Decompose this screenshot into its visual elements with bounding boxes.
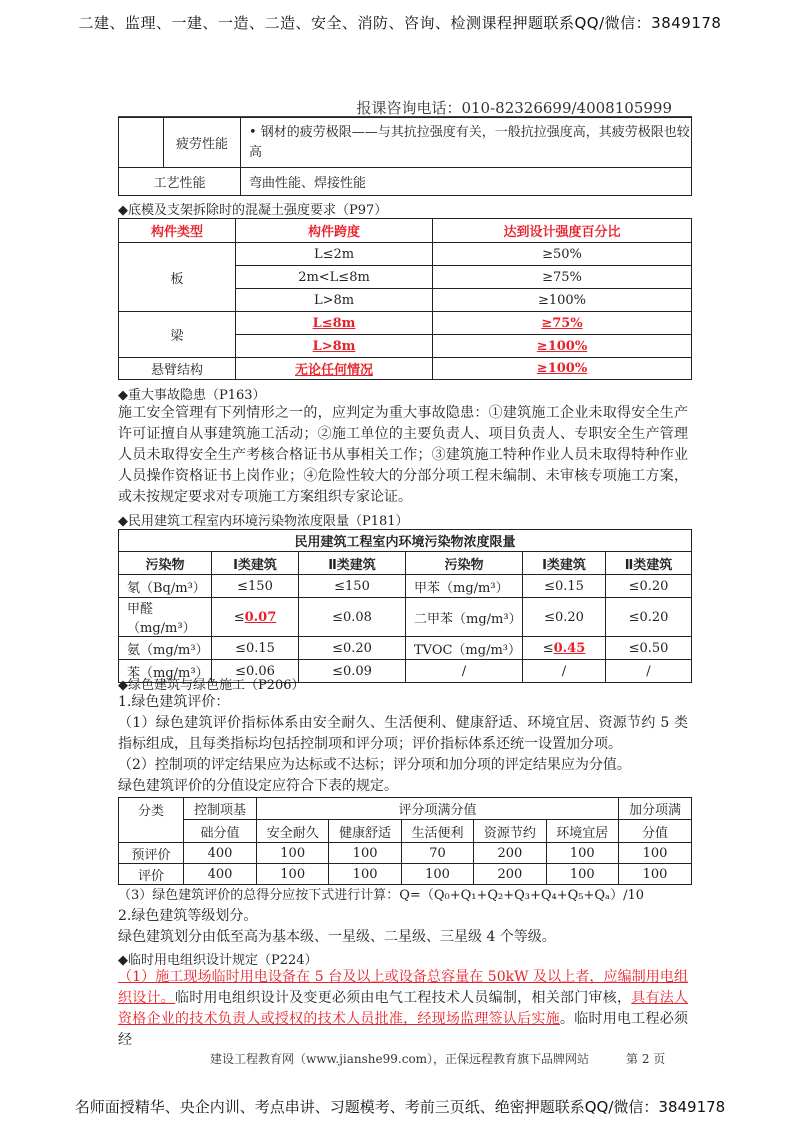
footer-text: 建设工程教育网（www.jianshe99.com），正保远程教育旗下品牌网站 — [210, 1052, 590, 1066]
formwork-pct: ≥50% — [433, 243, 692, 266]
hazard-paragraph: 施工安全管理有下列情形之一的，应判定为重大事故隐患：①建筑施工企业未取得安全生产许可证擅自从事建筑施工活动；②施工单位的主要负责人、项目负责人、专职安全生产管理人员未取得安全生产考核合格证书从事相关工作；③建筑施工特种作业人员未取得特种作业人员操作资格证书上岗作业；④危险性较大的分部分项工程未编制、未审核专项施工方案，或未按规定要求对专项施工方案组织专家论证。 — [118, 405, 688, 505]
pollution-value: ≤150 — [299, 575, 406, 598]
green-item-1: 1.绿色建筑评价： — [118, 694, 230, 710]
pollution-value: ≤0.08 — [299, 598, 406, 637]
pollution-header: Ⅱ类建筑 — [606, 552, 692, 575]
pollution-value: ≤0.20 — [606, 598, 692, 637]
pollution-title: 民用建筑工程室内环境污染物浓度限量 — [119, 530, 692, 552]
page-number: 第 2 页 — [626, 1052, 666, 1066]
pollution-value: ≤0.20 — [523, 598, 606, 637]
pollutant-name: 苯（mg/m³） — [119, 660, 212, 683]
green-formula: （3）绿色建筑评价的总得分应按下式进行计算：Q=（Q₀+Q₁+Q₂+Q₃+Q₄+Q₅+Qₐ）/10 — [118, 888, 644, 903]
score-cell: 100 — [257, 864, 329, 885]
temp-power-rule: （1）施工现场临时用电设备在 5 台及以上或设备总容量在 50kW 及以上者，应编制用电组织设计。 — [118, 969, 688, 1006]
pollution-header: 污染物 — [119, 552, 212, 575]
formwork-span: L≤2m — [236, 243, 433, 266]
formwork-span: 无论任何情况 — [236, 358, 433, 380]
score-cell: 100 — [257, 843, 329, 864]
pollution-value: ≤150 — [212, 575, 299, 598]
score-cell: 400 — [184, 864, 257, 885]
steel-properties-table — [118, 117, 692, 196]
le-sign: ≤ — [233, 609, 245, 625]
tvoc-limit: 0.45 — [553, 640, 586, 656]
green-score-table — [118, 797, 692, 885]
score-cell: 100 — [329, 843, 401, 864]
score-cell: 70 — [401, 843, 473, 864]
hotline-text: 报课咨询电话：010-82326699/4008105999 — [356, 99, 672, 117]
top-banner: 二建、监理、一建、一造、二造、安全、消防、咨询、检测课程押题联系QQ/微信：3849178 — [78, 14, 722, 32]
pollution-value: / — [606, 660, 692, 683]
score-subheader: 安全耐久 — [257, 820, 329, 843]
temp-power-paragraph — [118, 967, 688, 1051]
score-header: 础分值 — [184, 820, 257, 843]
formaldehyde-limit: 0.07 — [244, 609, 277, 625]
formwork-span: L≤8m — [236, 312, 433, 335]
section-pollution: ◆民用建筑工程室内环境污染物浓度限量（P181） — [118, 514, 409, 529]
formwork-type: 梁 — [119, 312, 236, 358]
score-cell: 100 — [329, 864, 401, 885]
pollution-table — [118, 529, 692, 683]
pollutant-name: 氡（Bq/m³） — [119, 575, 212, 598]
score-header: 评分项满分值 — [257, 798, 619, 820]
formwork-header: 达到设计强度百分比 — [433, 219, 692, 243]
temp-power-tail: 。临时用电工程必须经 — [118, 1011, 689, 1048]
section-formwork: ◆底模及支架拆除时的混凝土强度要求（P97） — [118, 203, 388, 218]
pollutant-name: 甲苯（mg/m³） — [406, 575, 523, 598]
craft-text: 弯曲性能、焊接性能 — [241, 168, 692, 196]
score-cell: 100 — [546, 864, 618, 885]
le-sign: ≤ — [542, 640, 554, 656]
section-temp-power: ◆临时用电组织设计规定（P224） — [118, 953, 318, 968]
green-item-1-1: （1）绿色建筑评价指标体系由安全耐久、生活便利、健康舒适、环境宜居、资源节约 5 类指标组成，且每类指标均包括控制项和评分项；评价指标体系还统一设置加分项。 — [118, 715, 688, 752]
pollution-value: ≤0.09 — [299, 660, 406, 683]
temp-power-text: 临时用电组织设计及变更必须由电气工程技术人员编制，相关部门审核， — [175, 990, 632, 1006]
score-subheader: 健康舒适 — [329, 820, 401, 843]
score-subheader: 环境宜居 — [546, 820, 618, 843]
formwork-span: L>8m — [236, 289, 433, 312]
score-subheader: 生活便利 — [401, 820, 473, 843]
pollution-value: ≤0.15 — [523, 575, 606, 598]
pollution-value: ≤0.15 — [212, 637, 299, 660]
pollution-value — [523, 637, 606, 660]
green-item-2: 2.绿色建筑等级划分。 — [118, 908, 258, 924]
pollution-value: ≤0.50 — [606, 637, 692, 660]
score-cell: 200 — [474, 864, 546, 885]
formwork-span: L>8m — [236, 335, 433, 358]
section-hazard: ◆重大事故隐患（P163） — [118, 388, 266, 403]
score-cell: 100 — [619, 843, 692, 864]
pollution-value: ≤0.20 — [606, 575, 692, 598]
pollution-value: ≤0.20 — [299, 637, 406, 660]
score-cell: 评价 — [119, 864, 184, 885]
pollution-header: 污染物 — [406, 552, 523, 575]
pollution-value: / — [523, 660, 606, 683]
score-header: 分值 — [619, 820, 692, 843]
fatigue-label: 疲劳性能 — [164, 118, 241, 168]
score-cell: 100 — [401, 864, 473, 885]
pollutant-name: 二甲苯（mg/m³） — [406, 598, 523, 637]
formwork-pct: ≥100% — [433, 358, 692, 380]
score-header: 加分项满 — [619, 798, 692, 820]
score-cell: 100 — [546, 843, 618, 864]
score-cell: 预评价 — [119, 843, 184, 864]
score-cell: 400 — [184, 843, 257, 864]
formwork-header: 构件类型 — [119, 219, 236, 243]
bottom-banner: 名师面授精华、央企内训、考点串讲、习题模考、考前三页纸、绝密押题联系QQ/微信：3849178 — [74, 1098, 726, 1116]
score-cell: 200 — [474, 843, 546, 864]
pollutant-name: 氨（mg/m³） — [119, 637, 212, 660]
formwork-span: 2m<L≤8m — [236, 266, 433, 289]
craft-label: 工艺性能 — [119, 168, 241, 196]
section-green: ◆绿色建筑与绿色施工（P206） — [118, 678, 305, 693]
formwork-pct: ≥100% — [433, 335, 692, 358]
green-table-intro: 绿色建筑评价的分值设定应符合下表的规定。 — [118, 778, 398, 794]
formwork-pct: ≥75% — [433, 312, 692, 335]
pollution-header: Ⅰ类建筑 — [212, 552, 299, 575]
pollution-value: ≤0.06 — [212, 660, 299, 683]
fatigue-text: • 钢材的疲劳极限——与其抗拉强度有关，一般抗拉强度高，其疲劳极限也较高 — [241, 118, 692, 168]
score-cell: 100 — [619, 864, 692, 885]
green-item-1-2: （2）控制项的评定结果应为达标或不达标；评分项和加分项的评定结果应为分值。 — [118, 757, 631, 773]
pollution-value: / — [406, 660, 523, 683]
score-header: 控制项基 — [184, 798, 257, 820]
pollution-value — [212, 598, 299, 637]
formwork-table — [118, 218, 692, 380]
score-header: 分类 — [119, 798, 184, 843]
formwork-pct: ≥100% — [433, 289, 692, 312]
pollutant-name: 甲醛（mg/m³） — [119, 598, 212, 637]
formwork-type: 悬臂结构 — [119, 358, 236, 380]
pollution-header: Ⅱ类建筑 — [299, 552, 406, 575]
green-levels: 绿色建筑划分由低至高为基本级、一星级、二星级、三星级 4 个等级。 — [118, 929, 556, 945]
formwork-type: 板 — [119, 243, 236, 312]
score-subheader: 资源节约 — [474, 820, 546, 843]
formwork-pct: ≥75% — [433, 266, 692, 289]
formwork-header: 构件跨度 — [236, 219, 433, 243]
pollution-header: Ⅰ类建筑 — [523, 552, 606, 575]
temp-power-approval: 具有法人资格企业的技术负责人或授权的技术人员批准，经现场监理签认后实施 — [118, 990, 689, 1027]
pollutant-name: TVOC（mg/m³） — [406, 637, 523, 660]
